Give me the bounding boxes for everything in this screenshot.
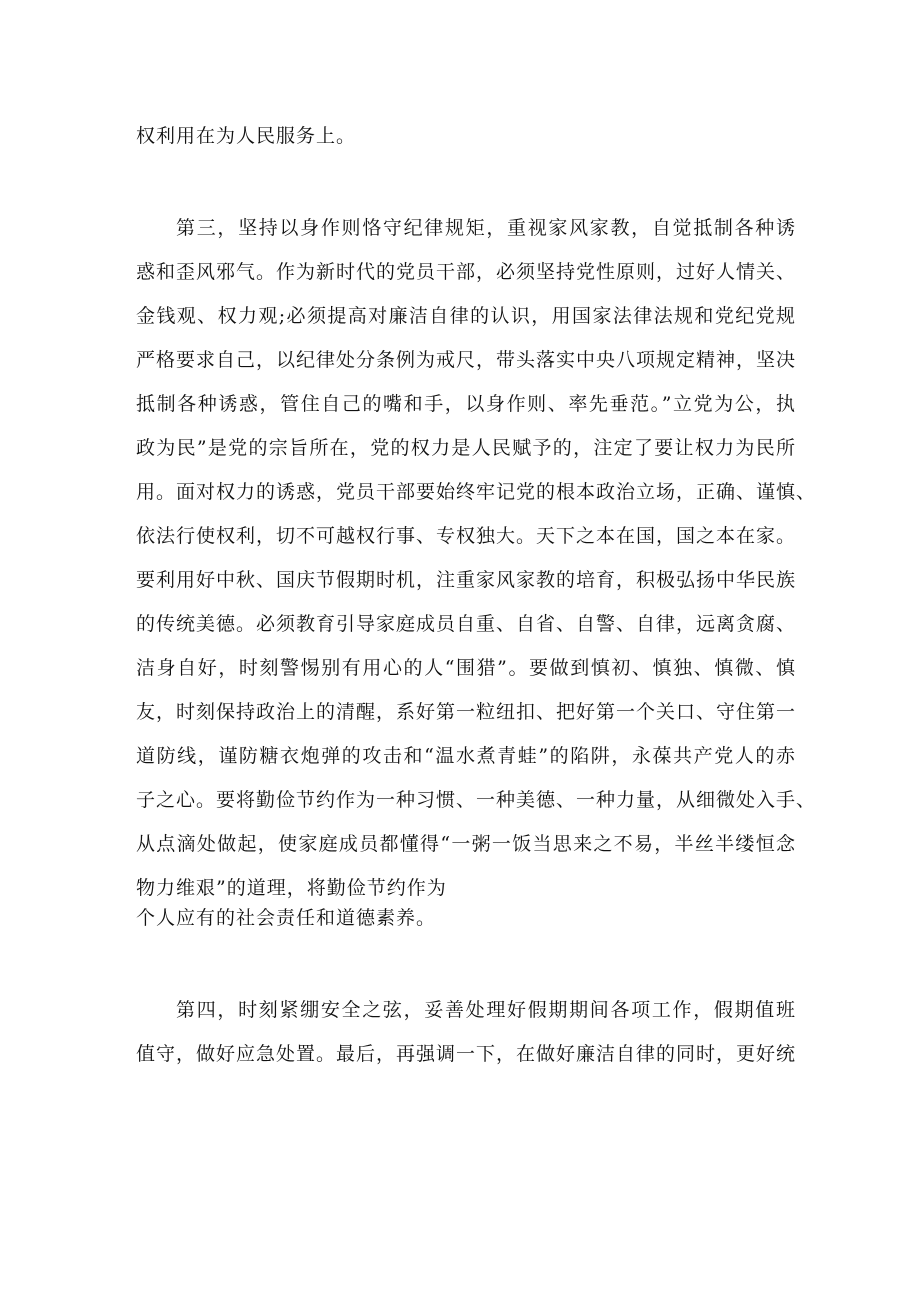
paragraph-3-line-7: 用。面对权力的诱惑，党员干部要始终牢记党的根本政治立场，正确、谨慎、	[136, 481, 817, 503]
paragraph-3-line-12: 友，时刻保持政治上的清醒，系好第一粒纽扣、把好第一个关口、守住第一	[136, 701, 797, 723]
paragraph-3-line-16: 物力维艰”的道理，将勤俭节约作为	[136, 877, 447, 899]
paragraph-3-line-5: 抵制各种诱惑，管住自己的嘴和手，以身作则、率先垂范。”立党为公，执	[136, 393, 796, 415]
paragraph-2-closing-line: 权利用在为人民服务上。	[136, 125, 357, 147]
paragraph-3-line-17: 个人应有的社会责任和道德素养。	[136, 907, 437, 929]
paragraph-3-line-3: 金钱观、权力观;必须提高对廉洁自律的认识，用国家法律法规和党纪党规	[136, 305, 796, 327]
paragraph-3-line-6: 政为民”是党的宗旨所在，党的权力是人民赋予的，注定了要让权力为民所	[136, 437, 796, 459]
paragraph-3-line-9: 要利用好中秋、国庆节假期时机，注重家风家教的培育，积极弘扬中华民族	[136, 569, 797, 591]
paragraph-4-line-1: 第四，时刻紧绷安全之弦，妥善处理好假期期间各项工作，假期值班	[176, 999, 796, 1021]
paragraph-3-line-1: 第三，坚持以身作则恪守纪律规矩，重视家风家教，自觉抵制各种诱	[176, 217, 796, 239]
paragraph-3-line-14: 子之心。要将勤俭节约作为一种习惯、一种美德、一种力量，从细微处入手、	[136, 789, 817, 811]
paragraph-3-line-11: 洁身自好，时刻警惕别有用心的人“围猎”。要做到慎初、慎独、慎微、慎	[136, 657, 796, 679]
paragraph-3-line-10: 的传统美德。必须教育引导家庭成员自重、自省、自警、自律，远离贪腐、	[136, 613, 797, 635]
paragraph-3-line-2: 惑和歪风邪气。作为新时代的党员干部，必须坚持党性原则，过好人情关、	[136, 261, 797, 283]
paragraph-4-line-2: 值守，做好应急处置。最后，再强调一下，在做好廉洁自律的同时，更好统	[136, 1043, 797, 1065]
paragraph-3-line-15: 从点滴处做起，使家庭成员都懂得“一粥一饭当思来之不易，半丝半缕恒念	[136, 833, 796, 855]
paragraph-3-line-13: 道防线，谨防糖衣炮弹的攻击和“温水煮青蛙”的陷阱，永葆共产党人的赤	[136, 745, 796, 767]
paragraph-3-line-8: 依法行使权利，切不可越权行事、专权独大。天下之本在国，国之本在家。	[136, 525, 797, 547]
paragraph-3-line-4: 严格要求自己，以纪律处分条例为戒尺，带头落实中央八项规定精神，坚决	[136, 349, 797, 371]
